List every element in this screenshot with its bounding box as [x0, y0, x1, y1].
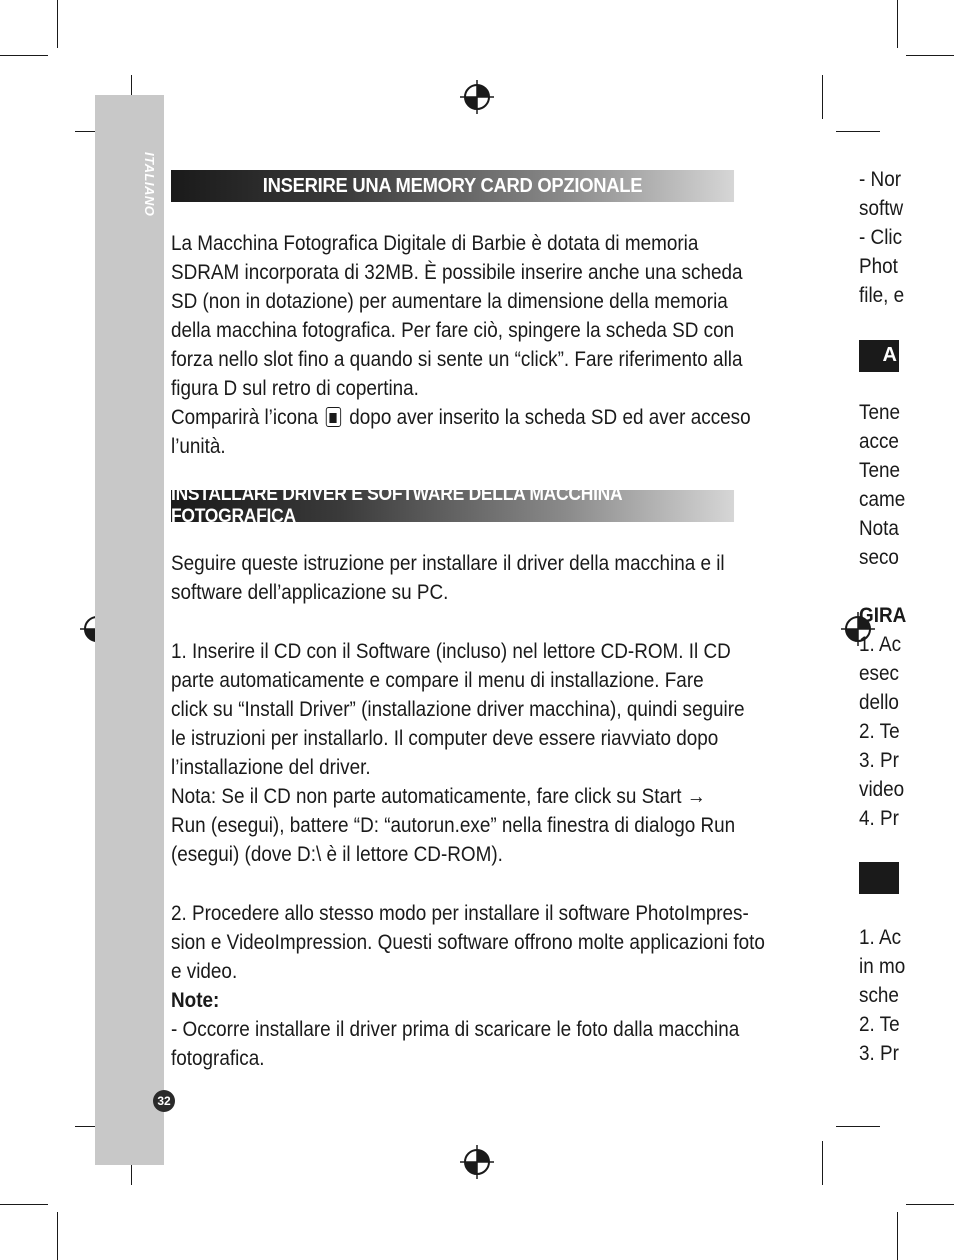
crop-mark — [897, 0, 898, 48]
text-line: SDRAM incorporata di 32MB. È possibile inserire anche una scheda — [171, 261, 743, 284]
text-line: Seguire queste istruzione per installare il driver della macchina e il — [171, 552, 725, 575]
adjacent-text-block — [859, 165, 904, 310]
text-line: dello — [859, 691, 899, 714]
text-line: 4. Pr — [859, 807, 899, 830]
text-line: parte automaticamente e compare il menu di installazione. Fare — [171, 669, 704, 692]
crop-mark — [57, 0, 58, 48]
text-line: Run (esegui), battere “D: “autorun.exe” nella finestra di dialogo Run — [171, 814, 736, 837]
text-line: 3. Pr — [859, 1042, 899, 1065]
text-line: Nota: Se il CD non parte automaticamente, fare click su Start → — [171, 785, 706, 808]
text-line: 1. Ac — [859, 926, 902, 949]
section-heading-install-driver: INSTALLARE DRIVER E SOFTWARE DELLA MACCHINA FOTOGRAFICA — [171, 490, 734, 522]
adjacent-text-block — [859, 630, 904, 833]
text-line: Tene — [859, 401, 900, 424]
language-label: ITALIANO — [142, 152, 157, 217]
adjacent-text-block — [859, 923, 905, 1068]
crop-mark — [836, 131, 880, 132]
text-line: della macchina fotografica. Per fare ciò, spingere la scheda SD con — [171, 319, 735, 342]
text-line: came — [859, 488, 906, 511]
crop-mark — [836, 1126, 880, 1127]
text-line: - Occorre installare il driver prima di scaricare le foto dalla macchina — [171, 1018, 740, 1041]
text-line: Nota — [859, 517, 899, 540]
adjacent-heading-bar — [859, 340, 899, 372]
text-line: sion e VideoImpression. Questi software offrono molte applicazioni foto — [171, 931, 765, 954]
note-label: Note: — [171, 989, 220, 1012]
text-line: figura D sul retro di copertina. — [171, 377, 419, 400]
sd-card-icon — [326, 407, 341, 427]
text-line: forza nello slot fino a quando si sente un “click”. Fare riferimento alla — [171, 348, 743, 371]
text-line: 1. Ac — [859, 633, 902, 656]
text-line: SD (non in dotazione) per aumentare la dimensione della memoria — [171, 290, 728, 313]
text-line: file, e — [859, 284, 905, 307]
text-line: l’unità. — [171, 435, 226, 458]
text-line: 2. Procedere allo stesso modo per installare il software PhotoImpres- — [171, 902, 749, 925]
crop-mark — [822, 1141, 823, 1185]
text-line: La Macchina Fotografica Digitale di Barbie è dotata di memoria — [171, 232, 699, 255]
adjacent-heading-text: A — [882, 344, 897, 366]
text-fragment: Comparirà l’icona — [171, 406, 319, 429]
text-line: - Clic — [859, 226, 903, 249]
crop-mark — [822, 75, 823, 119]
text-line: 2. Te — [859, 720, 900, 743]
text-line: 1. Inserire il CD con il Software (incluso) nel lettore CD-ROM. Il CD — [171, 640, 731, 663]
text-line: softw — [859, 197, 904, 220]
memory-card-paragraph — [171, 229, 751, 461]
text-line: click su “Install Driver” (installazione driver macchina), quindi seguire — [171, 698, 745, 721]
text-line: seco — [859, 546, 899, 569]
text-line: 3. Pr — [859, 749, 899, 772]
text-line: 2. Te — [859, 1013, 900, 1036]
icon-text-line — [171, 403, 751, 432]
page-number: 32 — [153, 1090, 175, 1112]
page-sidebar — [95, 95, 164, 1165]
adjacent-text-block — [859, 398, 905, 572]
text-line: - Nor — [859, 168, 902, 191]
text-line: in mo — [859, 955, 906, 978]
text-line: (esegui) (dove D:\ è il lettore CD-ROM). — [171, 843, 503, 866]
section-heading-memory-card: INSERIRE UNA MEMORY CARD OPZIONALE — [171, 170, 734, 202]
adjacent-page-column — [859, 160, 907, 1080]
crop-mark — [0, 55, 48, 56]
text-line: Tene — [859, 459, 900, 482]
install-step-2 — [171, 899, 765, 1073]
text-line: fotografica. — [171, 1047, 265, 1070]
text-line: software dell’applicazione su PC. — [171, 581, 449, 604]
crop-mark — [57, 1212, 58, 1260]
text-line: video — [859, 778, 905, 801]
adjacent-subheading: GIRA — [859, 604, 907, 627]
install-step-1 — [171, 637, 747, 869]
text-line: le istruzioni per installarlo. Il computer deve essere riavviato dopo — [171, 727, 719, 750]
text-line: sche — [859, 984, 899, 1007]
text-line: Phot — [859, 255, 898, 278]
text-line: esec — [859, 662, 899, 685]
crop-mark — [906, 1204, 954, 1205]
registration-mark-icon — [460, 80, 494, 114]
registration-mark-icon — [460, 1145, 494, 1179]
text-line: l’installazione del driver. — [171, 756, 371, 779]
crop-mark — [0, 1204, 48, 1205]
adjacent-heading-bar — [859, 862, 899, 894]
text-line: acce — [859, 430, 899, 453]
crop-mark — [906, 55, 954, 56]
install-intro-paragraph — [171, 549, 747, 607]
crop-mark — [897, 1212, 898, 1260]
text-fragment: dopo aver inserito la scheda SD ed aver acceso — [349, 406, 751, 429]
text-line: e video. — [171, 960, 238, 983]
